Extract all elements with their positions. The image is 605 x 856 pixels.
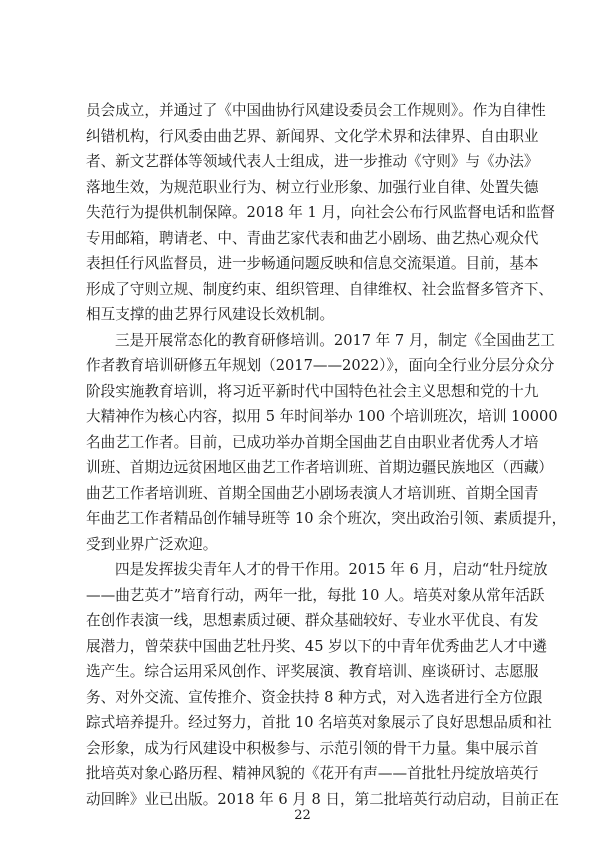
text-line: 踪式培养提升。经过努力，首批 10 名培英对象展示了良好思想品质和社: [86, 714, 552, 731]
text-line: 选产生。综合运用采风创作、评奖展演、教育培训、座谈研讨、志愿服: [86, 663, 539, 680]
text-line: 受到业界广泛欢迎。: [86, 535, 218, 553]
text-line: 训班、首期边远贫困地区曲艺工作者培训班、首期边疆民族地区（西藏）: [86, 459, 554, 476]
text-line: 大精神作为核心内容，拟用 5 年时间举办 100 个培训班次，培训 10000: [86, 408, 558, 425]
paragraph-2: [86, 328, 567, 558]
text-line: 名曲艺工作者。目前，已成功举办首期全国曲艺自由职业者优秀人才培: [86, 433, 539, 451]
text-line: 专用邮箱，聘请老、中、青曲艺家代表和曲艺小剧场、曲艺热心观众代: [86, 229, 539, 247]
text-line: 阶段实施教育培训，将习近平新时代中国特色社会主义思想和党的十九: [86, 382, 539, 400]
text-line: ——曲艺英才”培育行动，两年一批，每批 10 人。培英对象从常年活跃: [86, 586, 545, 604]
text-line: 批培英对象心路历程、精神风貌的《花开有声——首批牡丹绽放培英行: [86, 765, 539, 782]
text-line: 落地生效，为规范职业行为、树立行业形象、加强行业自律、处置失德: [86, 178, 539, 196]
text-line: 动回眸》业已出版。2018 年 6 月 8 日，第二批培英行动启动，目前正在: [86, 790, 559, 808]
text-line: 表担任行风监督员，进一步畅通问题反映和信息交流渠道。目前，基本: [86, 255, 539, 272]
text-line: 者、新文艺群体等领域代表人士组成，进一步推动《守则》与《办法》: [86, 153, 539, 170]
text-line: 相互支撑的曲艺界行风建设长效机制。: [86, 306, 335, 323]
text-line: 务、对外交流、宣传推介、资金扶持 8 种方式，对入选者进行全方位跟: [86, 688, 543, 706]
text-line: 形成了守则立规、制度约束、组织管理、自律维权、社会监督多管齐下、: [86, 280, 554, 298]
paragraph-1: [86, 98, 555, 328]
text-line: 失范行为提供机制保障。2018 年 1 月，向社会公布行风监督电话和监督: [86, 204, 555, 221]
text-line: 展潜力，曾荣获中国曲艺牡丹奖、45 岁以下的中青年优秀曲艺人才中遴: [86, 637, 548, 655]
text-line: 曲艺工作者培训班、首期全国曲艺小剧场表演人才培训班、首期全国青: [86, 484, 539, 502]
page-number: 22: [294, 808, 311, 823]
text-line: 会形象，成为行风建设中积极参与、示范引领的骨干力量。集中展示首: [86, 739, 539, 757]
text-line: 三是开展常态化的教育研修培训。2017 年 7 月，制定《全国曲艺工: [115, 331, 555, 349]
body-text: [86, 98, 567, 812]
text-line: 员会成立，并通过了《中国曲协行风建设委员会工作规则》。作为自律性: [86, 102, 546, 119]
text-line: 四是发挥拔尖青年人才的骨干作用。2015 年 6 月，启动“牡丹绽放: [115, 561, 548, 578]
paragraph-3: [86, 557, 559, 812]
text-line: 纠错机构，行风委由曲艺界、新闻界、文化学术界和法律界、自由职业: [86, 127, 539, 145]
text-line: 作者教育培训研修五年规划（2017——2022）》，面向全行业分层分众分: [86, 357, 555, 374]
text-line: 在创作表演一线，思想素质过硬、群众基础较好、专业水平优良、有发: [86, 612, 539, 629]
text-line: 年曲艺工作者精品创作辅导班等 10 余个班次，突出政治引领、素质提升，: [86, 510, 567, 527]
